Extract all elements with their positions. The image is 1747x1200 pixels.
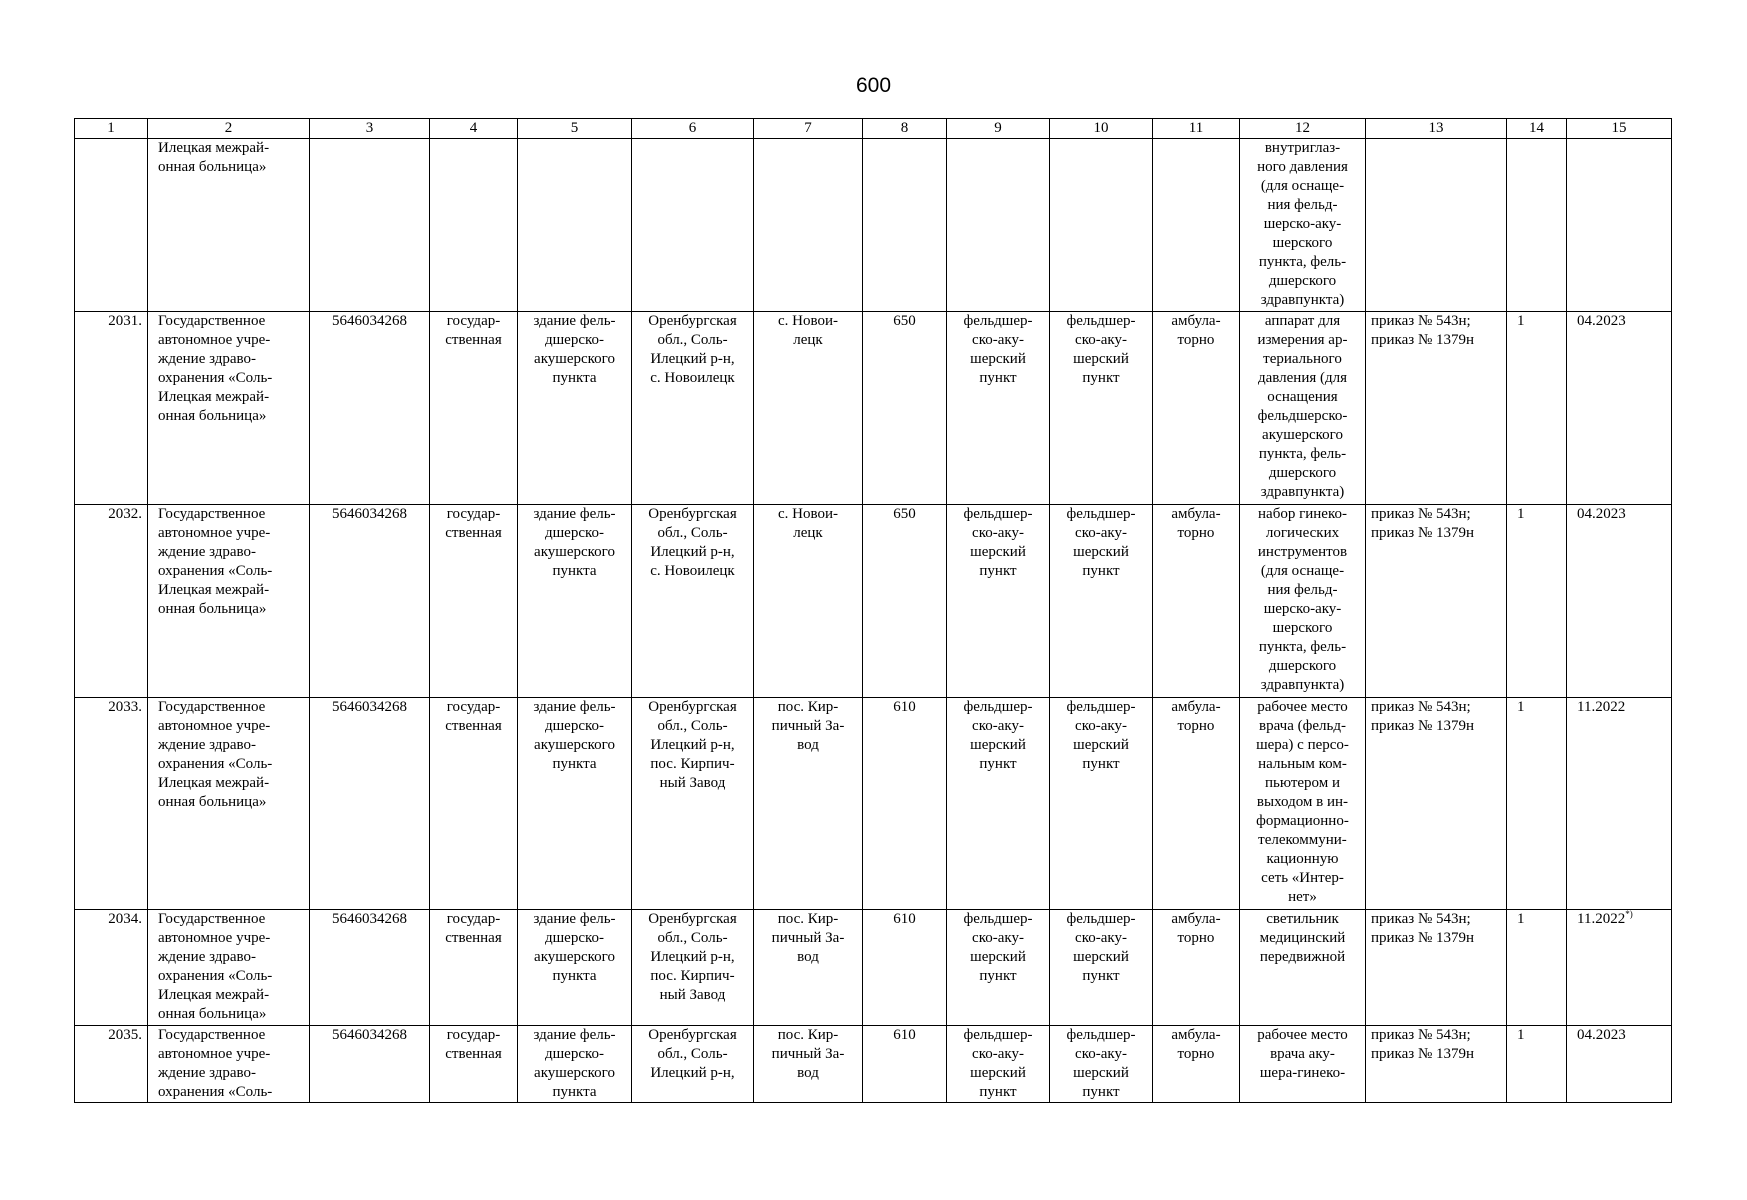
unit-subtype: фельдшер- ско-аку- шерский пункт xyxy=(1050,698,1153,910)
table-row xyxy=(75,505,1672,698)
order: приказ № 543н; приказ № 1379н xyxy=(1366,312,1507,505)
settlement: пос. Кир- пичный За- вод xyxy=(754,1026,863,1103)
order: приказ № 543н; приказ № 1379н xyxy=(1366,698,1507,910)
building xyxy=(518,139,632,312)
quantity: 1 xyxy=(1507,698,1567,910)
equipment: светильник медицинский передвижной xyxy=(1240,910,1366,1026)
settlement xyxy=(754,139,863,312)
inn: 5646034268 xyxy=(310,698,430,910)
table-row xyxy=(75,1026,1672,1103)
registry-table xyxy=(74,118,1672,1103)
date: 04.2023 xyxy=(1567,312,1672,505)
unit-type: фельдшер- ско-аку- шерский пункт xyxy=(947,1026,1050,1103)
column-header: 13 xyxy=(1366,119,1507,139)
settlement: с. Новои- лецк xyxy=(754,505,863,698)
date-value: 11.2022 xyxy=(1577,911,1626,927)
date-footnote-mark: *) xyxy=(1625,909,1633,919)
ownership xyxy=(430,139,518,312)
date xyxy=(1567,910,1672,1026)
row-number: 2033. xyxy=(75,698,148,910)
population: 650 xyxy=(863,505,947,698)
equipment: внутриглаз- ного давления (для оснаще- ния фельд- шерско-аку- шерского пункта, фель- дшерского здравпункта) xyxy=(1240,139,1366,312)
column-number-row xyxy=(75,119,1672,139)
row-number xyxy=(75,139,148,312)
equipment: аппарат для измерения ар- териального давления (для оснащения фельдшерско- акушерского пункта, фель- дшерского здравпункта) xyxy=(1240,312,1366,505)
column-header: 5 xyxy=(518,119,632,139)
care-mode: амбула- торно xyxy=(1153,698,1240,910)
order xyxy=(1366,139,1507,312)
quantity: 1 xyxy=(1507,1026,1567,1103)
address: Оренбургская обл., Соль- Илецкий р-н, xyxy=(632,1026,754,1103)
address: Оренбургская обл., Соль- Илецкий р-н, с. Новоилецк xyxy=(632,505,754,698)
column-header: 10 xyxy=(1050,119,1153,139)
ownership: государ- ственная xyxy=(430,312,518,505)
organization-name: Государственное автономное учре- ждение здраво- охранения «Соль- xyxy=(148,1026,310,1103)
table-row xyxy=(75,698,1672,910)
inn: 5646034268 xyxy=(310,910,430,1026)
equipment: рабочее место врача (фельд- шера) с персо- нальным ком- пьютером и выходом в ин- формационно- телекоммуни- кационную сеть «Интер- нет» xyxy=(1240,698,1366,910)
ownership: государ- ственная xyxy=(430,698,518,910)
unit-subtype: фельдшер- ско-аку- шерский пункт xyxy=(1050,910,1153,1026)
column-header: 3 xyxy=(310,119,430,139)
date: 11.2022 xyxy=(1567,698,1672,910)
building: здание фель- дшерско- акушерского пункта xyxy=(518,698,632,910)
column-header: 7 xyxy=(754,119,863,139)
column-header: 11 xyxy=(1153,119,1240,139)
population: 610 xyxy=(863,910,947,1026)
order: приказ № 543н; приказ № 1379н xyxy=(1366,910,1507,1026)
date: 04.2023 xyxy=(1567,1026,1672,1103)
column-header: 4 xyxy=(430,119,518,139)
column-header: 8 xyxy=(863,119,947,139)
row-number: 2031. xyxy=(75,312,148,505)
inn: 5646034268 xyxy=(310,312,430,505)
building: здание фель- дшерско- акушерского пункта xyxy=(518,312,632,505)
date xyxy=(1567,139,1672,312)
quantity: 1 xyxy=(1507,312,1567,505)
unit-type: фельдшер- ско-аку- шерский пункт xyxy=(947,910,1050,1026)
organization-name: Государственное автономное учре- ждение здраво- охранения «Соль- Илецкая межрай- онная больница» xyxy=(148,312,310,505)
column-header: 12 xyxy=(1240,119,1366,139)
equipment: рабочее место врача аку- шера-гинеко- xyxy=(1240,1026,1366,1103)
care-mode xyxy=(1153,139,1240,312)
population xyxy=(863,139,947,312)
address: Оренбургская обл., Соль- Илецкий р-н, пос. Кирпич- ный Завод xyxy=(632,910,754,1026)
settlement: пос. Кир- пичный За- вод xyxy=(754,698,863,910)
ownership: государ- ственная xyxy=(430,1026,518,1103)
ownership: государ- ственная xyxy=(430,910,518,1026)
table-row xyxy=(75,139,1672,312)
care-mode: амбула- торно xyxy=(1153,505,1240,698)
organization-name: Илецкая межрай- онная больница» xyxy=(148,139,310,312)
unit-subtype: фельдшер- ско-аку- шерский пункт xyxy=(1050,1026,1153,1103)
page-number: 600 xyxy=(855,74,892,97)
quantity xyxy=(1507,139,1567,312)
unit-subtype: фельдшер- ско-аку- шерский пункт xyxy=(1050,312,1153,505)
organization-name: Государственное автономное учре- ждение здраво- охранения «Соль- Илецкая межрай- онная больница» xyxy=(148,505,310,698)
quantity: 1 xyxy=(1507,505,1567,698)
population: 610 xyxy=(863,698,947,910)
building: здание фель- дшерско- акушерского пункта xyxy=(518,910,632,1026)
care-mode: амбула- торно xyxy=(1153,910,1240,1026)
column-header: 2 xyxy=(148,119,310,139)
unit-subtype xyxy=(1050,139,1153,312)
population: 610 xyxy=(863,1026,947,1103)
quantity: 1 xyxy=(1507,910,1567,1026)
organization-name: Государственное автономное учре- ждение здраво- охранения «Соль- Илецкая межрай- онная больница» xyxy=(148,698,310,910)
unit-type: фельдшер- ско-аку- шерский пункт xyxy=(947,505,1050,698)
unit-type: фельдшер- ско-аку- шерский пункт xyxy=(947,698,1050,910)
address: Оренбургская обл., Соль- Илецкий р-н, пос. Кирпич- ный Завод xyxy=(632,698,754,910)
column-header: 9 xyxy=(947,119,1050,139)
inn: 5646034268 xyxy=(310,1026,430,1103)
building: здание фель- дшерско- акушерского пункта xyxy=(518,1026,632,1103)
column-header: 15 xyxy=(1567,119,1672,139)
date: 04.2023 xyxy=(1567,505,1672,698)
building: здание фель- дшерско- акушерского пункта xyxy=(518,505,632,698)
inn xyxy=(310,139,430,312)
address xyxy=(632,139,754,312)
unit-subtype: фельдшер- ско-аку- шерский пункт xyxy=(1050,505,1153,698)
care-mode: амбула- торно xyxy=(1153,1026,1240,1103)
row-number: 2034. xyxy=(75,910,148,1026)
row-number: 2035. xyxy=(75,1026,148,1103)
equipment: набор гинеко- логических инструментов (для оснаще- ния фельд- шерско-аку- шерского пункта, фель- дшерского здравпункта) xyxy=(1240,505,1366,698)
column-header: 14 xyxy=(1507,119,1567,139)
address: Оренбургская обл., Соль- Илецкий р-н, с. Новоилецк xyxy=(632,312,754,505)
order: приказ № 543н; приказ № 1379н xyxy=(1366,1026,1507,1103)
row-number: 2032. xyxy=(75,505,148,698)
column-header: 1 xyxy=(75,119,148,139)
care-mode: амбула- торно xyxy=(1153,312,1240,505)
order: приказ № 543н; приказ № 1379н xyxy=(1366,505,1507,698)
unit-type: фельдшер- ско-аку- шерский пункт xyxy=(947,312,1050,505)
unit-type xyxy=(947,139,1050,312)
settlement: пос. Кир- пичный За- вод xyxy=(754,910,863,1026)
inn: 5646034268 xyxy=(310,505,430,698)
population: 650 xyxy=(863,312,947,505)
table-row xyxy=(75,910,1672,1026)
column-header: 6 xyxy=(632,119,754,139)
organization-name: Государственное автономное учре- ждение здраво- охранения «Соль- Илецкая межрай- онная больница» xyxy=(148,910,310,1026)
settlement: с. Новои- лецк xyxy=(754,312,863,505)
ownership: государ- ственная xyxy=(430,505,518,698)
table-row xyxy=(75,312,1672,505)
